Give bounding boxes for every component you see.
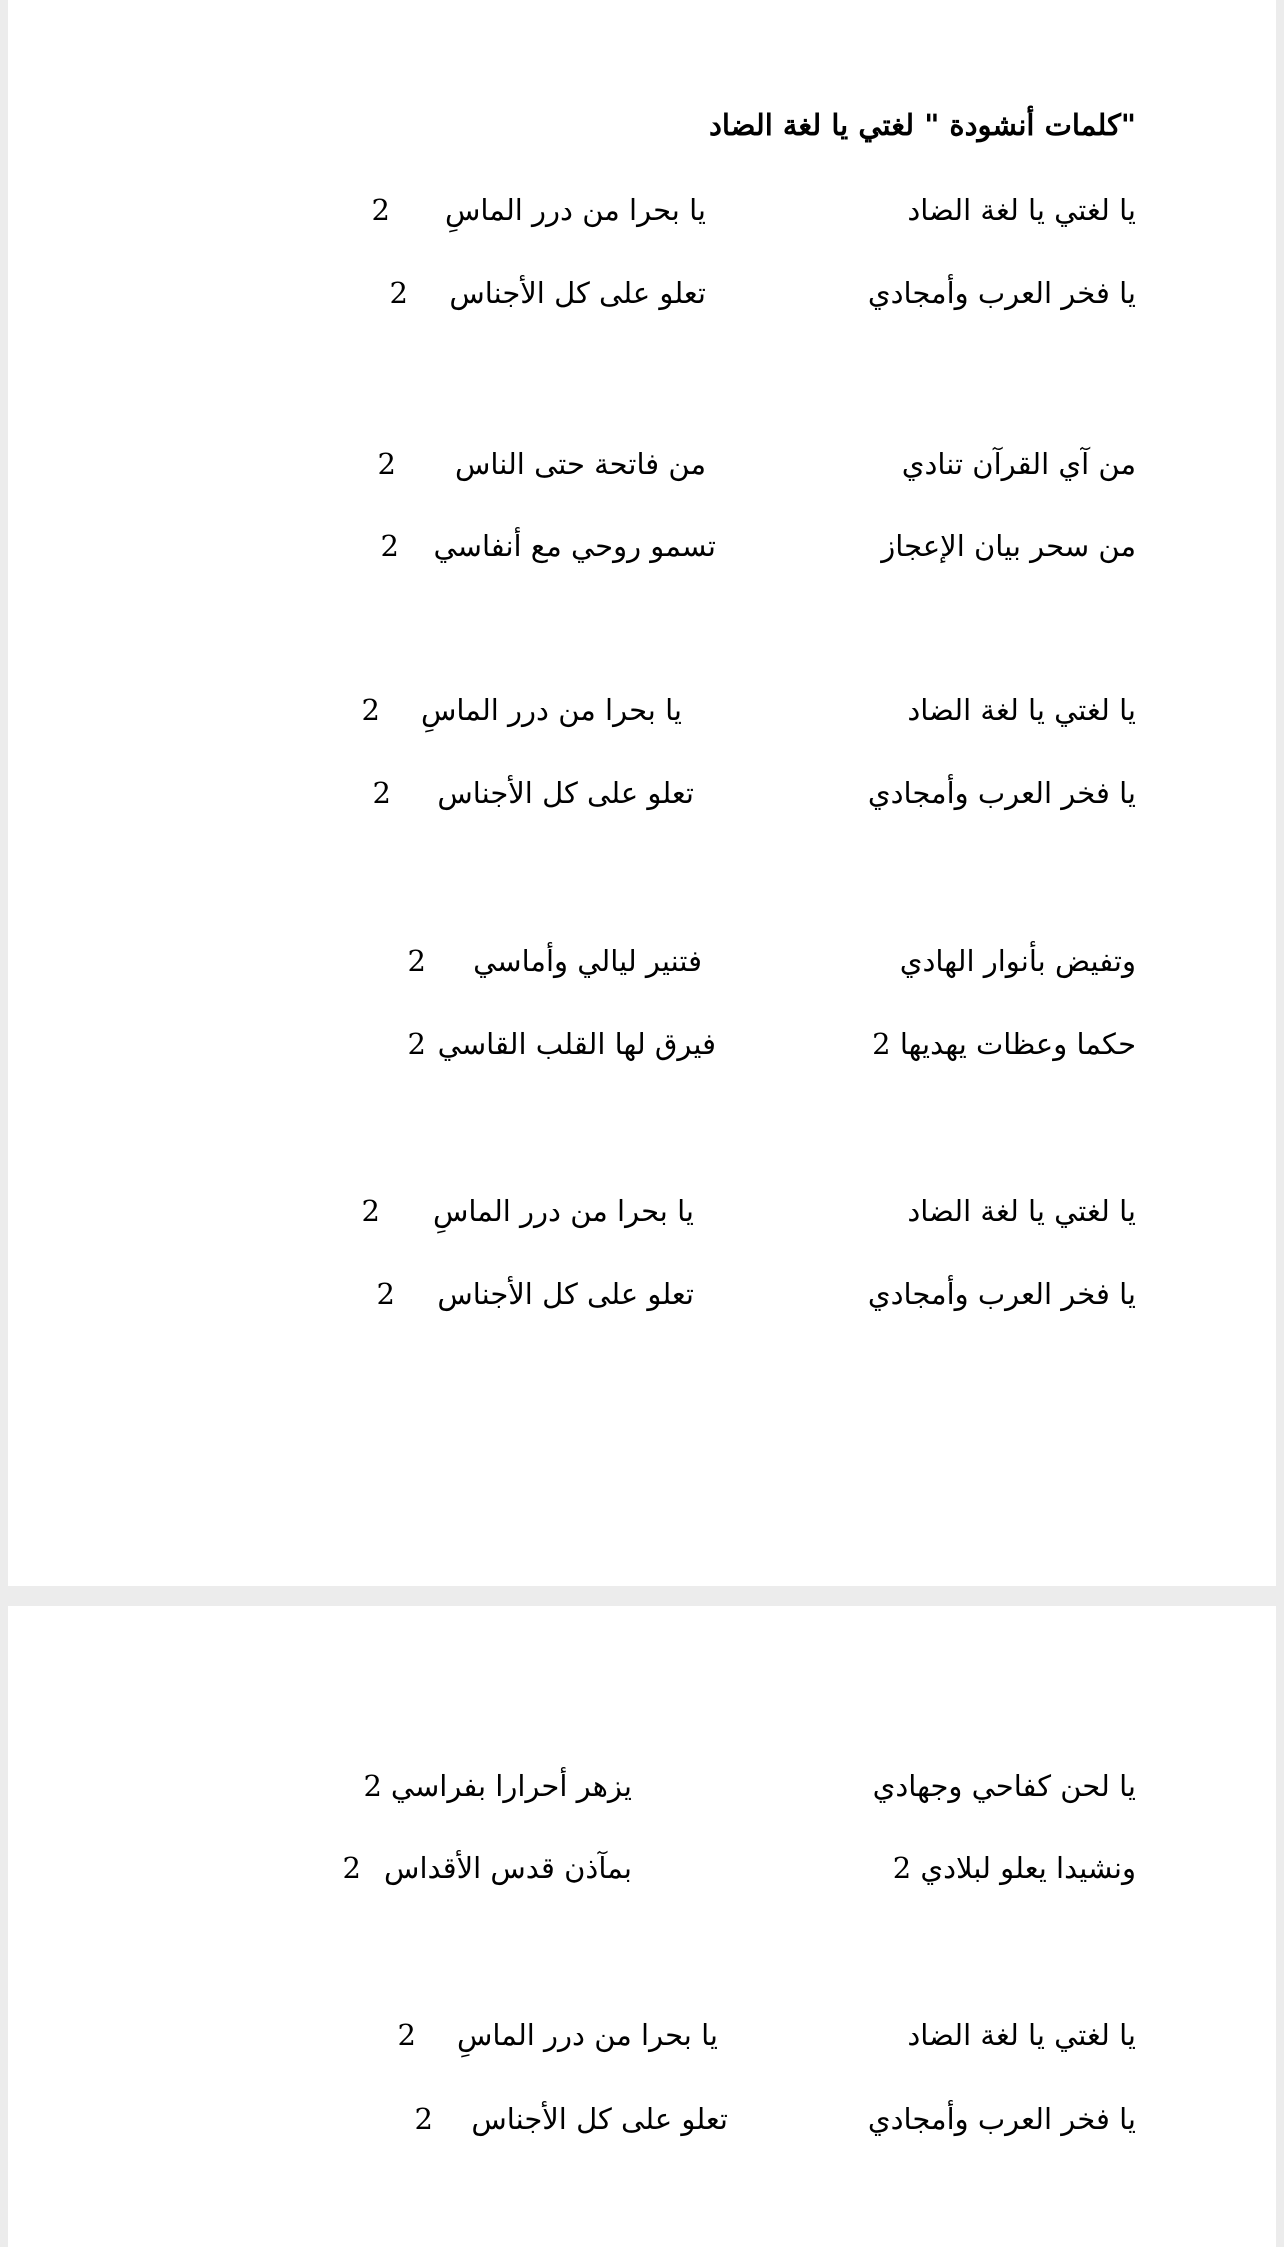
lyric-line [336, 447, 1136, 491]
lyric-right-hemistich: يا لغتي يا لغة الضاد [907, 1194, 1136, 1228]
repeat-marker: 2 [407, 944, 426, 978]
lyric-line [336, 276, 1136, 320]
lyric-left-hemistich: تعلو على كل الأجناس [437, 1277, 694, 1311]
repeat-marker: 2 [372, 776, 391, 810]
lyric-left-hemistich: فيرق لها القلب القاسي [437, 1027, 716, 1061]
lyric-left-hemistich: تسمو روحي مع أنفاسي [433, 529, 716, 563]
repeat-marker: 2 [414, 2102, 433, 2136]
lyric-line [336, 944, 1136, 988]
lyric-left-hemistich: فتنير ليالي وأماسي [473, 944, 702, 978]
lyric-right-hemistich: يا لغتي يا لغة الضاد [907, 2018, 1136, 2052]
lyric-left-hemistich: تعلو على كل الأجناس [449, 276, 706, 310]
lyric-left-hemistich: تعلو على كل الأجناس [471, 2102, 728, 2136]
lyric-right-hemistich: يا فخر العرب وأمجادي [867, 1277, 1136, 1311]
lyric-left-hemistich: بمآذن قدس الأقداس [384, 1851, 632, 1885]
lyric-right-hemistich: حكما وعظات يهديها 2 [872, 1027, 1136, 1061]
repeat-marker: 2 [389, 276, 408, 310]
lyric-line [336, 529, 1136, 573]
lyric-right-hemistich: من سحر بيان الإعجاز [881, 529, 1136, 563]
lyric-left-hemistich: يا بحرا من درر الماسِ [456, 2018, 718, 2052]
lyric-right-hemistich: ونشيدا يعلو لبلادي 2 [892, 1851, 1136, 1885]
lyric-right-hemistich: يا لغتي يا لغة الضاد [907, 193, 1136, 227]
lyric-right-hemistich: يا لحن كفاحي وجهادي [872, 1769, 1136, 1803]
repeat-marker: 2 [377, 447, 396, 481]
lyric-line [336, 193, 1136, 237]
lyric-line [336, 1769, 1136, 1813]
song-title: "كلمات أنشودة " لغتي يا لغة الضاد [708, 108, 1136, 142]
lyric-right-hemistich: يا فخر العرب وأمجادي [867, 276, 1136, 310]
lyric-line [336, 1194, 1136, 1238]
lyric-right-hemistich: من آي القرآن تنادي [901, 447, 1136, 481]
repeat-marker: 2 [407, 1027, 426, 1061]
lyric-line [336, 2102, 1136, 2146]
lyric-left-hemistich: يا بحرا من درر الماسِ [444, 193, 706, 227]
lyric-right-hemistich: وتفيض بأنوار الهادي [899, 944, 1136, 978]
lyric-left-hemistich: يزهر أحرارا بفراسي [390, 1769, 632, 1803]
lyric-right-hemistich: يا فخر العرب وأمجادي [867, 776, 1136, 810]
lyric-left-hemistich: من فاتحة حتى الناس [454, 447, 706, 481]
lyric-line [336, 776, 1136, 820]
lyric-line [336, 1277, 1136, 1321]
lyric-line [336, 693, 1136, 737]
repeat-marker: 2 [361, 1194, 380, 1228]
repeat-marker: 2 [397, 2018, 416, 2052]
lyric-right-hemistich: يا فخر العرب وأمجادي [867, 2102, 1136, 2136]
repeat-marker: 2 [361, 693, 380, 727]
lyric-line [336, 2018, 1136, 2062]
lyric-left-hemistich: يا بحرا من درر الماسِ [432, 1194, 694, 1228]
repeat-marker: 2 [376, 1277, 395, 1311]
document-page-1 [8, 0, 1276, 1586]
lyric-left-hemistich: يا بحرا من درر الماسِ [420, 693, 682, 727]
repeat-marker: 2 [380, 529, 399, 563]
lyric-left-hemistich: تعلو على كل الأجناس [437, 776, 694, 810]
lyric-right-hemistich: يا لغتي يا لغة الضاد [907, 693, 1136, 727]
repeat-marker: 2 [342, 1851, 361, 1885]
repeat-marker: 2 [363, 1769, 382, 1803]
repeat-marker: 2 [371, 193, 390, 227]
document-page-2 [8, 1606, 1276, 2247]
lyric-line [336, 1851, 1136, 1895]
lyric-line [336, 1027, 1136, 1071]
